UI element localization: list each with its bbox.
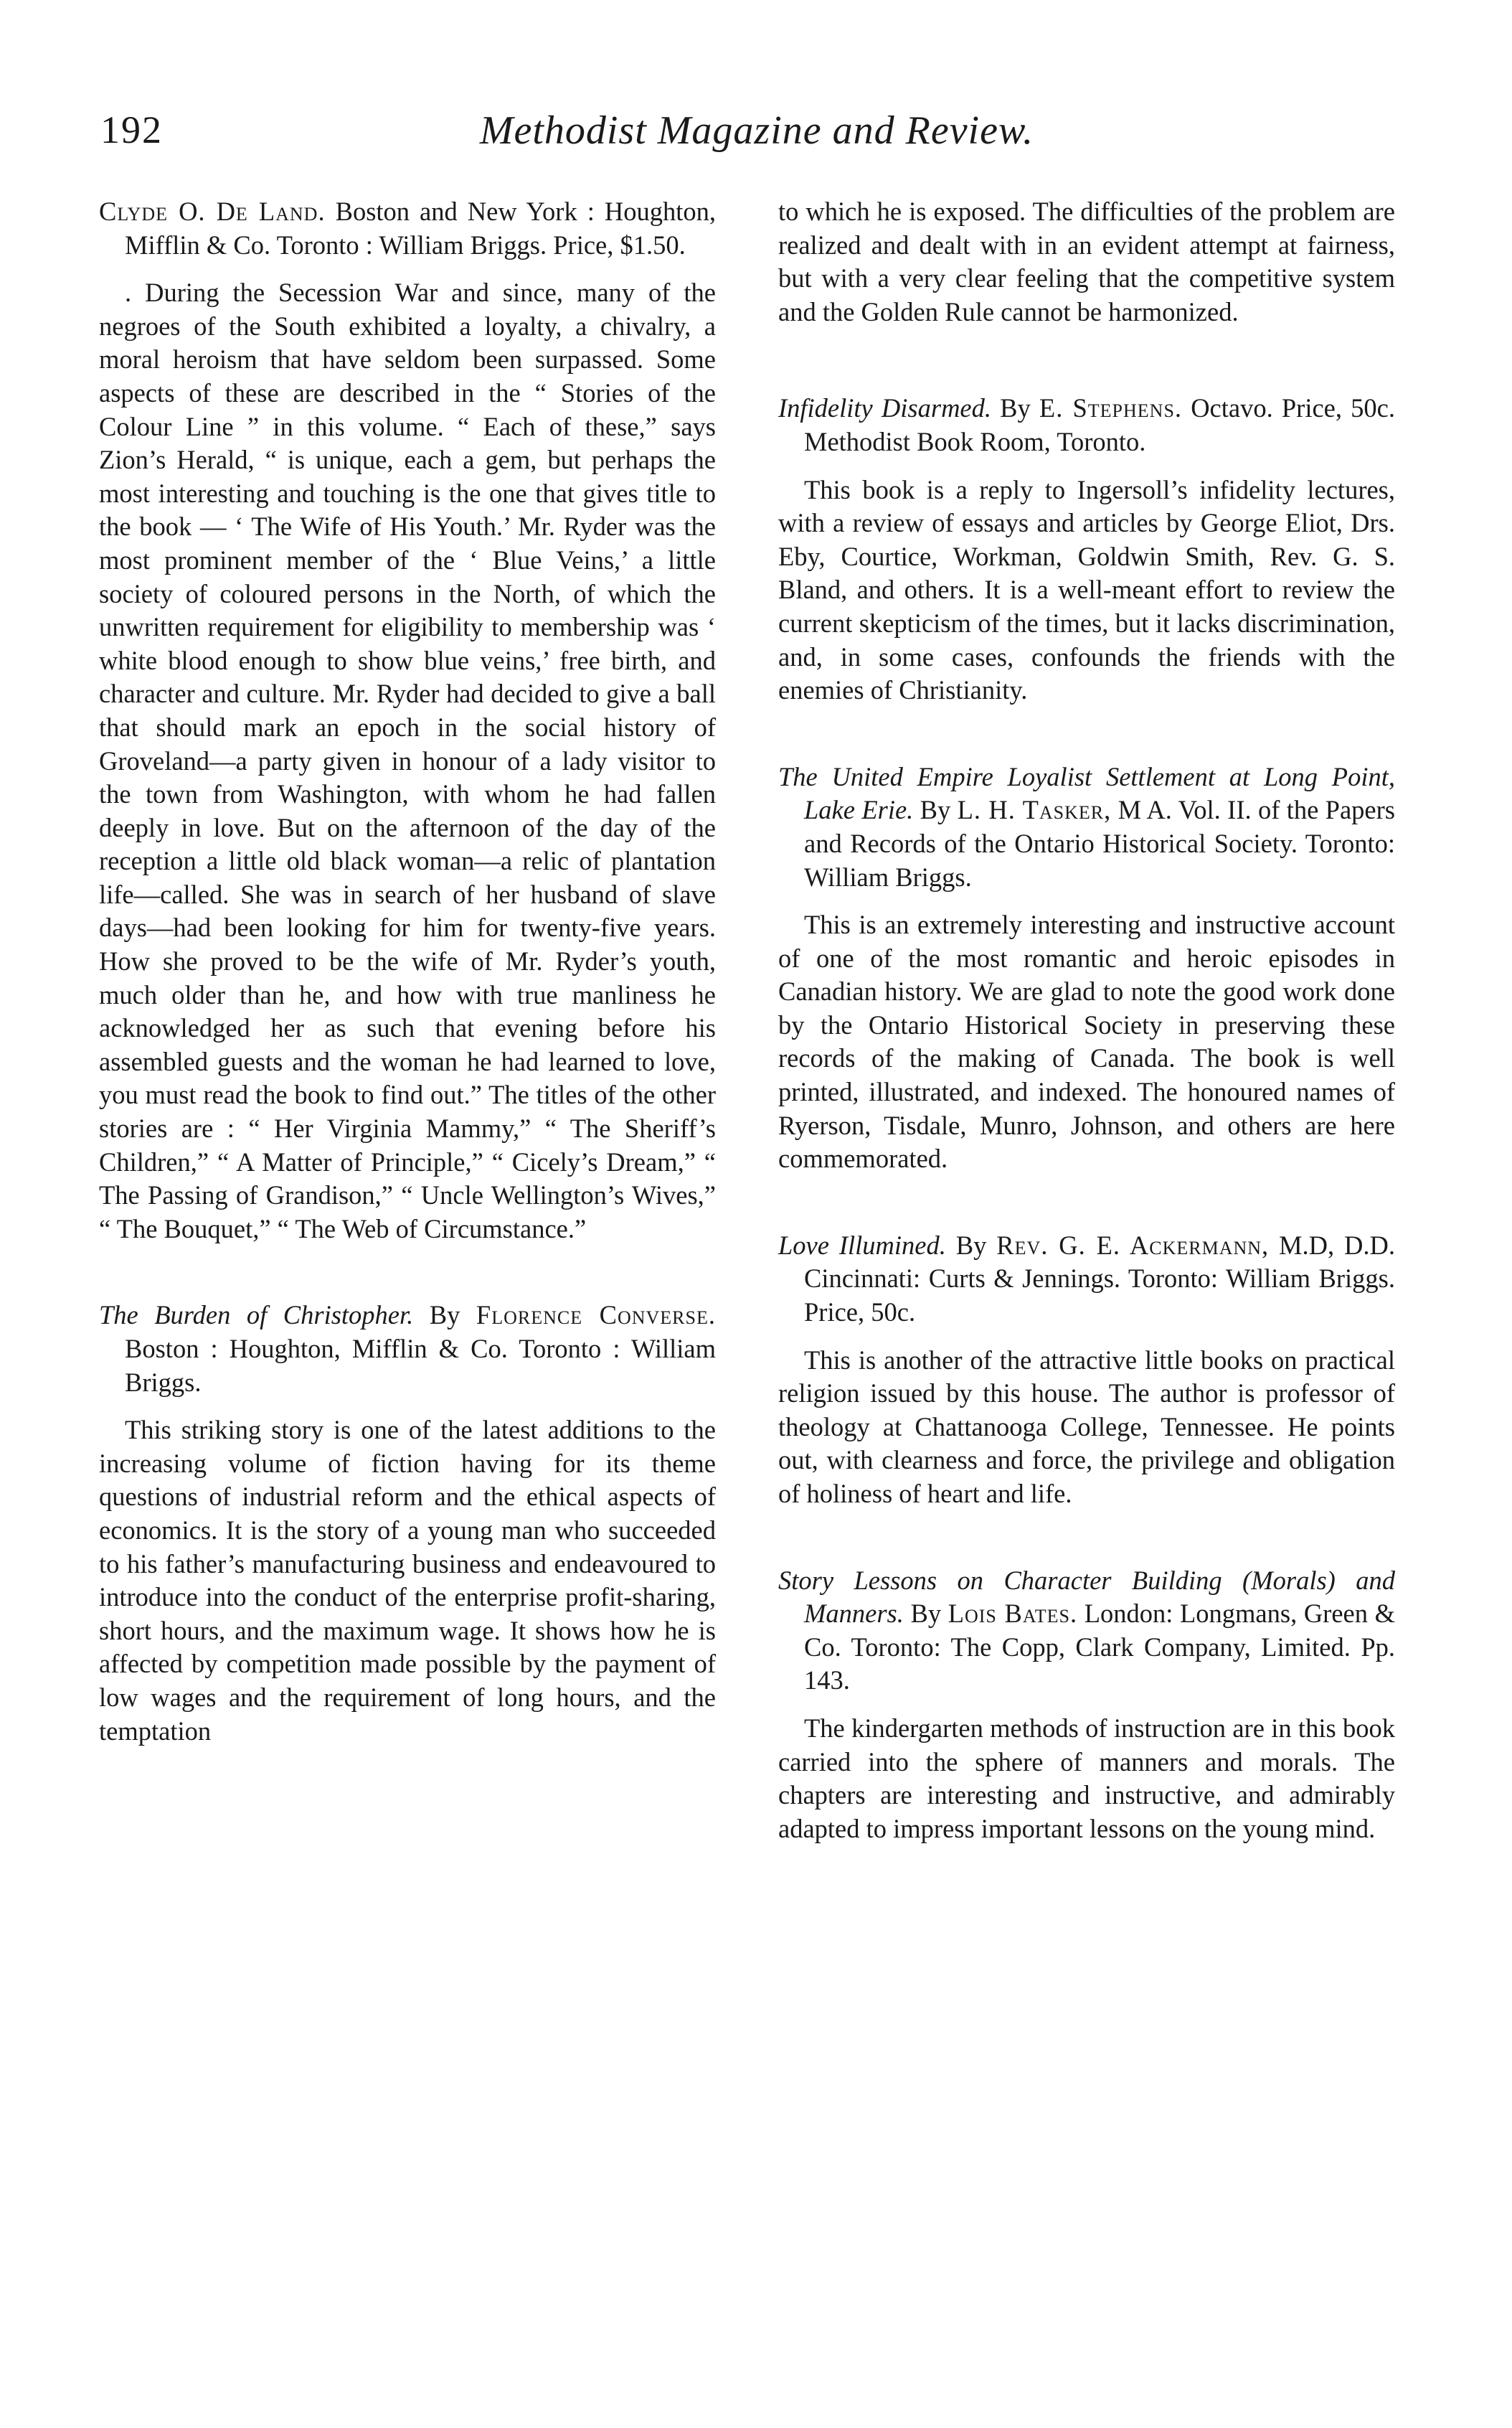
review-citation	[778, 1229, 1395, 1330]
review-entry	[99, 1299, 716, 1748]
book-title: The United Empire Loyalist Settlement at Long Point, Lake Erie.	[778, 761, 1395, 825]
review-entry	[778, 392, 1395, 707]
citation-author: Florence Converse.	[476, 1300, 716, 1330]
page-header	[100, 108, 1413, 165]
review-body: . During the Secession War and since, many of the negroes of the South exhibited a loyalty, a chivalry, a moral heroism that have seldom been surpassed. Some aspects of these are described in the “ Stories of the Colour Line ” in this volume. “ Each of these,” says Zion’s Herald, “ is unique, each a gem, but perhaps the most interesting and touching is the one that gives title to the book — ‘ The Wife of His Youth.’ Mr. Ryder was the most prominent member of the ‘ Blue Veins,’ a little society of coloured persons in the North, of which the unwritten requirement for eligibility to membership was ‘ white blood enough to show blue veins,’ free birth, and character and culture. Mr. Ryder had decided to give a ball that should mark an epoch in the social history of Groveland—a party given in honour of a lady visitor to the town from Washington, with whom he had fallen deeply in love. But on the afternoon of the day of the reception a little old black woman—a relic of plantation life—called. She was in search of her husband of slave days—had been looking for him for twenty-five years. How she proved to be the wife of Mr. Ryder’s youth, much older than he, and how with true manliness he acknowledged her as such that evening before his assembled guests and the woman he had learned to love, you must read the book to find out.” The titles of the other stories are : “ Her Virginia Mammy,” “ The Sheriff’s Children,” “ A Matter of Principle,” “ Cicely’s Dream,” “ The Passing of Grandison,” “ Uncle Wellington’s Wives,” “ The Bouquet,” “ The Web of Circumstance.”	[99, 278, 716, 1243]
citation-publisher: London: Longmans, Green & Co. Toronto: The Copp, Clark Company, Limited. Pp. 143.	[804, 1599, 1395, 1695]
citation-publisher: M.D, D.D. Cincinnati: Curts & Jennings. Toronto: William Briggs. Price, 50c.	[804, 1230, 1395, 1327]
citation-publisher: Boston and New York : Houghton, Mifflin & Co. Toronto : William Briggs. Price, $1.50.	[125, 197, 716, 260]
left-column	[99, 195, 716, 1748]
citation-publisher: M A. Vol. II. of the Papers and Records of the Ontario Historical Society. Toronto: William Briggs.	[804, 795, 1395, 892]
review-body: This book is a reply to Ingersoll’s infidelity lectures, with a review of essays and articles by George Eliot, Drs. Eby, Courtice, Workman, Goldwin Smith, Rev. G. S. Bland, and others. It is a well-meant effort to review the current skepticism of the times, but it lacks discrimination, and, in some cases, confounds the friends with the enemies of Christianity.	[778, 474, 1395, 705]
citation-publisher: Boston : Houghton, Mifflin & Co. Toronto : William Briggs.	[125, 1334, 716, 1397]
page-number: 192	[100, 108, 163, 151]
book-title: Story Lessons on Character Building (Morals) and Manners.	[778, 1565, 1395, 1629]
review-body: The kindergarten methods of instruction are in this book carried into the sphere of manners and morals. The chapters are interesting and instructive, and admirably adapted to impress important lessons on the young mind.	[778, 1713, 1395, 1843]
review-citation	[778, 392, 1395, 458]
by-word: By	[913, 795, 958, 825]
citation-author: Clyde O. De Land.	[99, 197, 326, 226]
citation-author: L. H. Tasker,	[957, 795, 1112, 825]
review-body: This is an extremely interesting and instructive account of one of the most romantic and heroic episodes in Canadian history. We are glad to note the good work done by the Ontario Historical Society in preserving these records of the making of Canada. The book is well printed, illustrated, and indexed. The honoured names of Ryerson, Tisdale, Munro, Johnson, and others are here commemorated.	[778, 910, 1395, 1174]
review-body-continued: to which he is exposed. The difficulties of the problem are realized and dealt with in an evident attempt at fairness, but with a very clear feeling that the competitive system and the Golden Rule cannot be harmonized.	[778, 197, 1395, 326]
review-citation	[99, 1299, 716, 1399]
citation-author: E. Stephens.	[1039, 393, 1183, 423]
book-title: Infidelity Disarmed.	[778, 393, 992, 423]
by-word: By	[903, 1599, 948, 1629]
by-word: By	[991, 393, 1039, 423]
by-word: By	[413, 1300, 476, 1330]
review-body: This striking story is one of the latest additions to the increasing volume of fiction having for its theme questions of industrial reform and the ethical aspects of economics. It is the story of a young man who succeeded to his father’s manufacturing business and endeavoured to introduce into the conduct of the enterprise profit-sharing, short hours, and the maximum wage. It shows how he is affected by competition made possible by the payment of low wages and the requirement of long hours, and the temptation	[99, 1415, 716, 1746]
running-title: Methodist Magazine and Review.	[479, 108, 1034, 153]
citation-author: Lois Bates.	[948, 1599, 1078, 1629]
review-entry	[778, 761, 1395, 1176]
review-entry	[778, 1229, 1395, 1511]
review-entry	[778, 1564, 1395, 1846]
citation-publisher: Octavo. Price, 50c. Methodist Book Room, Toronto.	[804, 393, 1395, 456]
review-body: This is another of the attractive little books on practical religion issued by this house. The author is professor of theology at Chattanooga College, Tennessee. He points out, with clearness and force, the privilege and obligation of holiness of heart and life.	[778, 1345, 1395, 1508]
book-title: The Burden of Christopher.	[99, 1300, 414, 1330]
review-entry	[99, 195, 716, 1246]
book-title: Love Illumined.	[778, 1230, 946, 1260]
review-citation	[778, 1564, 1395, 1698]
right-column	[778, 195, 1395, 1845]
review-citation	[778, 761, 1395, 894]
citation-author: Rev. G. E. Ackermann,	[996, 1230, 1270, 1260]
by-word: By	[945, 1230, 997, 1260]
review-citation	[99, 195, 716, 262]
